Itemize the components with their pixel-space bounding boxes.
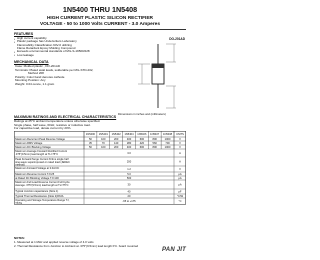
table-param-cell: Maximum Reverse Current TJ=25 [15,172,55,176]
features-heading: FEATURES [14,32,34,36]
table-unit-cell: V [179,168,181,171]
ratings-table [14,131,186,231]
column-header: 1N5407 [150,133,160,136]
table-value-cell: 50 [88,138,92,141]
table-param-cell: .375"(9.5mm) lead length at TL=75°C [15,152,59,156]
table-value-cell: 280 [126,142,132,145]
mechanical-item: Polarity: Color band denotes cathode [15,74,65,79]
table-value-cell: 400 [126,138,132,141]
table-param-cell: method) [15,163,25,167]
table-value-cell: 50 [88,146,92,149]
ratings-heading: MAXIMUM RATINGS AND ELECTRICAL CHARACTERISTICS [14,115,117,119]
header-rule [14,29,186,30]
table-param-cell: Peak Forward Surge Current 8.3ms single half [15,157,69,161]
mechanical-heading: MECHANICAL DATA [14,60,49,64]
note-item: 2. Thermal Resistance from Junction to Ambient at .375"(9.5mm) lead length P.C. board mounted [14,244,139,248]
bullet-icon: • [14,49,16,54]
column-header: 1N5401 [98,133,108,136]
table-param-cell: TSTG [15,201,23,205]
table-param-cell: at Rated DC Blocking Voltage TJ=100 [15,176,59,180]
table-value-cell: 200 [126,160,132,164]
mechanical-item: Weight: 0.04 ounce, 1.1 gram [15,81,55,86]
table-value-cell: 200 [113,146,119,149]
table-value-cell: 20 [127,195,131,198]
ratings-intro: Ratings at 25°C ambient temperature unless otherwise specified. [14,119,101,123]
table-value-cell: 500 [126,177,132,180]
table-value-cell: 100 [101,146,106,149]
feature-item: Exceeds environmental standards of MIL-S-19500/228 [17,49,90,54]
table-unit-cell: °C [178,200,182,203]
table-value-cell: 600 [139,146,145,149]
column-header: 1N5404 [124,133,134,136]
table-value-cell: 200 [113,138,119,141]
table-value-cell: 140 [113,142,119,145]
column-header: 1N5408 [163,133,173,136]
table-value-cell: 100 [101,138,106,141]
table-value-cell: 5.0 [127,173,131,176]
package-label: DO-201AD [169,37,185,41]
feature-item: Plastic package has Underwriters Laboratory [17,39,77,44]
column-header: 1N5406 [137,133,147,136]
table-value-cell: 1000 [164,146,171,149]
table-value-cell: 800 [152,138,157,141]
table-param-cell: Maximum RMS Voltage [15,141,43,145]
product-subtitle: HIGH CURRENT PLASTIC SILICON RECTIFIER [46,16,154,21]
dimension-note: Dimensions in inches and (millimeters) [118,112,166,116]
mechanical-item: Case: Molded plastic , DO-201AD [15,64,61,68]
table-param-cell: sine-wave superimposed on rated load (JEDEC [15,160,70,164]
table-unit-cell: V [179,142,181,145]
table-value-cell: -65 to +175 [122,200,136,203]
table-param-cell: Maximum Full Load Reverse Current Full Cycle [15,180,70,184]
part-range-title: 1N5400 THRU 1N5408 [62,5,138,14]
column-header: UNITS [176,133,184,136]
table-value-cell: 400 [126,146,132,149]
table-unit-cell: pF [178,190,182,194]
column-header: 1N5402 [111,133,121,136]
table-value-cell: 1.2 [127,168,131,171]
table-param-cell: Maximum Forward Voltage at 3.0A DC [15,166,60,170]
table-param-cell: Maximum DC Blocking Voltage [15,145,51,149]
table-param-cell: Average .375"(9.5mm) lead length at TL=75°C [15,183,69,187]
mechanical-item: Terminals: Plated axial leads, solderable per MIL-STD-202, [15,67,94,72]
table-unit-cell: V [179,138,181,141]
table-value-cell: 70 [101,142,105,145]
table-unit-cell: V [179,146,181,149]
notes-heading: NOTES: [14,236,25,240]
feature-item: Flammability Classification 94V-0 utilizing [17,42,72,47]
table-param-cell: Maximum Average Forward Rectified Current [15,149,68,153]
table-value-cell: 1000 [164,138,171,141]
table-value-cell: 35 [88,142,92,145]
voltage-current-line: VOLTAGE - 50 to 1000 Volts CURRENT - 3.0 Amperes [39,22,161,27]
package-outline-drawing [128,42,188,110]
table-value-cell: 700 [165,142,170,145]
bullet-icon: • [14,36,16,41]
mechanical-item: Method 208 [28,71,44,75]
bullet-icon: • [14,53,16,57]
table-value-cell: 600 [139,138,145,141]
ratings-intro: For capacitive load, derate current by 20%. [14,126,72,130]
table-param-cell: Typical Thermal Resistance (Note 2)RθJA [15,194,64,198]
table-unit-cell: μA [178,177,182,180]
table-value-cell: 420 [139,142,145,145]
brand-logo: PAN JIT [162,247,186,253]
table-unit-cell: °C/W [176,195,184,198]
table-param-cell: Operating and Storage Temperature Range TJ, [15,198,70,202]
note-item: 1. Measured at 1 MHz and applied reverse voltage of 4.0 volts [14,240,94,244]
column-header: 1N5400 [85,133,95,136]
table-value-cell: 800 [152,146,157,149]
table-value-cell: 560 [152,142,157,145]
table-unit-cell: A [179,160,181,164]
feature-item: High current capability [17,36,47,40]
table-unit-cell: A [179,152,181,155]
table-unit-cell: μA [178,173,182,176]
mechanical-item: Mounting Position: Any [15,78,46,82]
table-param-cell: Maximum Recurrent Peak Reverse Voltage [15,137,65,141]
table-value-cell: 30 [127,183,131,187]
table-value-cell: 40 [127,190,131,194]
ratings-intro: Single phase, half wave, 60Hz, resistive or inductive load. [14,122,91,127]
feature-item: Low leakage [17,52,34,57]
table-value-cell: 3.0 [127,152,131,155]
table-unit-cell: μA [178,183,182,187]
feature-item: Flame Retardant Epoxy Molding Compound [17,45,76,50]
bullet-icon: • [14,39,16,44]
table-param-cell: Typical Junction capacitance (Note 1) [15,189,59,193]
